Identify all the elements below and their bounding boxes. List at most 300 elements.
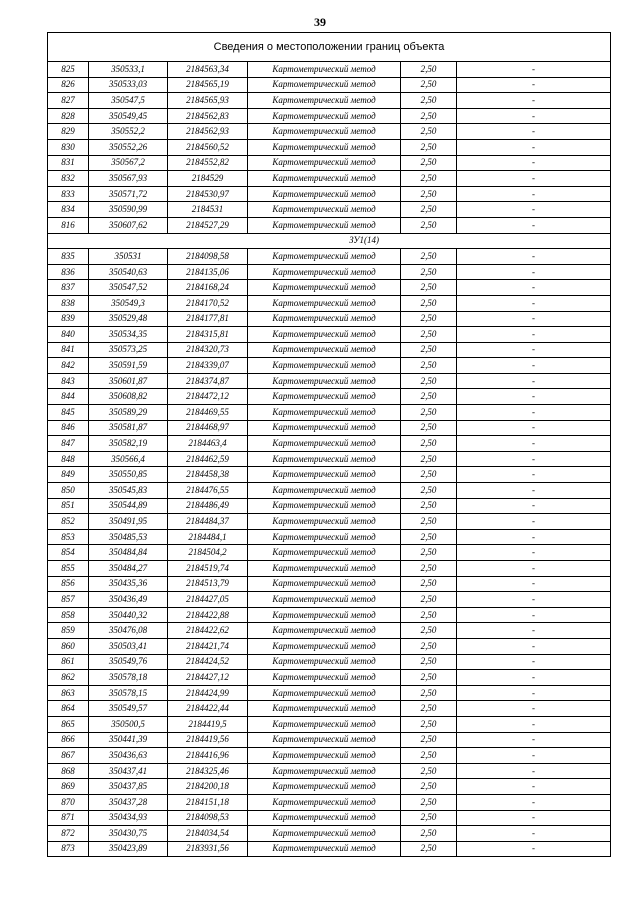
x-coordinate-cell: 350549,3 (89, 295, 168, 311)
method-cell: Картометрический метод (248, 607, 401, 623)
table-row (48, 779, 611, 795)
description-cell: - (457, 748, 611, 764)
description-cell: - (457, 685, 611, 701)
y-coordinate-cell: 2184098,53 (168, 810, 248, 826)
accuracy-cell: 2,50 (401, 638, 457, 654)
accuracy-cell: 2,50 (401, 561, 457, 577)
x-coordinate-cell: 350578,15 (89, 685, 168, 701)
y-coordinate-cell: 2184552,82 (168, 155, 248, 171)
method-cell: Картометрический метод (248, 467, 401, 483)
x-coordinate-cell: 350601,87 (89, 373, 168, 389)
table-row (48, 716, 611, 732)
table-row (48, 451, 611, 467)
description-cell: - (457, 327, 611, 343)
method-cell: Картометрический метод (248, 716, 401, 732)
table-row (48, 748, 611, 764)
y-coordinate-cell: 2184469,55 (168, 405, 248, 421)
y-coordinate-cell: 2184565,19 (168, 77, 248, 93)
x-coordinate-cell: 350544,89 (89, 498, 168, 514)
y-coordinate-cell: 2184034,54 (168, 826, 248, 842)
x-coordinate-cell: 350533,1 (89, 62, 168, 78)
description-cell: - (457, 732, 611, 748)
point-number-cell: 856 (48, 576, 89, 592)
y-coordinate-cell: 2184151,18 (168, 794, 248, 810)
description-cell: - (457, 358, 611, 374)
accuracy-cell: 2,50 (401, 139, 457, 155)
x-coordinate-cell: 350549,45 (89, 108, 168, 124)
accuracy-cell: 2,50 (401, 295, 457, 311)
table-row (48, 514, 611, 530)
y-coordinate-cell: 2184424,99 (168, 685, 248, 701)
y-coordinate-cell: 2184422,62 (168, 623, 248, 639)
table-body (48, 33, 611, 857)
description-cell: - (457, 93, 611, 109)
description-cell: - (457, 311, 611, 327)
method-cell: Картометрический метод (248, 264, 401, 280)
table-row (48, 358, 611, 374)
description-cell: - (457, 295, 611, 311)
point-number-cell: 838 (48, 295, 89, 311)
accuracy-cell: 2,50 (401, 716, 457, 732)
accuracy-cell: 2,50 (401, 607, 457, 623)
x-coordinate-cell: 350503,41 (89, 638, 168, 654)
description-cell: - (457, 701, 611, 717)
accuracy-cell: 2,50 (401, 670, 457, 686)
point-number-cell: 867 (48, 748, 89, 764)
y-coordinate-cell: 2184177,81 (168, 311, 248, 327)
accuracy-cell: 2,50 (401, 623, 457, 639)
x-coordinate-cell: 350571,72 (89, 186, 168, 202)
method-cell: Картометрический метод (248, 280, 401, 296)
accuracy-cell: 2,50 (401, 202, 457, 218)
accuracy-cell: 2,50 (401, 529, 457, 545)
point-number-cell: 863 (48, 685, 89, 701)
table-row (48, 670, 611, 686)
point-number-cell: 839 (48, 311, 89, 327)
accuracy-cell: 2,50 (401, 186, 457, 202)
y-coordinate-cell: 2184098,58 (168, 249, 248, 265)
y-coordinate-cell: 2184339,07 (168, 358, 248, 374)
x-coordinate-cell: 350534,35 (89, 327, 168, 343)
y-coordinate-cell: 2184135,06 (168, 264, 248, 280)
table-row (48, 592, 611, 608)
accuracy-cell: 2,50 (401, 108, 457, 124)
method-cell: Картометрический метод (248, 561, 401, 577)
table-title: Сведения о местоположении границ объекта (48, 33, 611, 62)
table-row (48, 685, 611, 701)
method-cell: Картометрический метод (248, 638, 401, 654)
table-row (48, 311, 611, 327)
table-row (48, 576, 611, 592)
accuracy-cell: 2,50 (401, 826, 457, 842)
description-cell: - (457, 467, 611, 483)
x-coordinate-cell: 350607,62 (89, 217, 168, 233)
point-number-cell: 816 (48, 217, 89, 233)
method-cell: Картометрический метод (248, 155, 401, 171)
point-number-cell: 847 (48, 436, 89, 452)
section-row (48, 233, 611, 249)
x-coordinate-cell: 350590,99 (89, 202, 168, 218)
description-cell: - (457, 623, 611, 639)
table-row (48, 280, 611, 296)
table-row (48, 794, 611, 810)
method-cell: Картометрический метод (248, 405, 401, 421)
y-coordinate-cell: 2184513,79 (168, 576, 248, 592)
method-cell: Картометрический метод (248, 124, 401, 140)
y-coordinate-cell: 2184484,37 (168, 514, 248, 530)
accuracy-cell: 2,50 (401, 592, 457, 608)
method-cell: Картометрический метод (248, 670, 401, 686)
table-row (48, 327, 611, 343)
description-cell: - (457, 451, 611, 467)
y-coordinate-cell: 2184484,1 (168, 529, 248, 545)
accuracy-cell: 2,50 (401, 498, 457, 514)
accuracy-cell: 2,50 (401, 280, 457, 296)
description-cell: - (457, 155, 611, 171)
accuracy-cell: 2,50 (401, 654, 457, 670)
description-cell: - (457, 654, 611, 670)
y-coordinate-cell: 2184504,2 (168, 545, 248, 561)
point-number-cell: 866 (48, 732, 89, 748)
description-cell: - (457, 561, 611, 577)
y-coordinate-cell: 2184424,52 (168, 654, 248, 670)
description-cell: - (457, 124, 611, 140)
description-cell: - (457, 514, 611, 530)
method-cell: Картометрический метод (248, 436, 401, 452)
y-coordinate-cell: 2184565,93 (168, 93, 248, 109)
table-row (48, 732, 611, 748)
y-coordinate-cell: 2184563,34 (168, 62, 248, 78)
description-cell: - (457, 389, 611, 405)
x-coordinate-cell: 350591,59 (89, 358, 168, 374)
description-cell: - (457, 186, 611, 202)
x-coordinate-cell: 350549,76 (89, 654, 168, 670)
x-coordinate-cell: 350529,48 (89, 311, 168, 327)
description-cell: - (457, 545, 611, 561)
y-coordinate-cell: 2184472,12 (168, 389, 248, 405)
table-row (48, 124, 611, 140)
x-coordinate-cell: 350581,87 (89, 420, 168, 436)
accuracy-cell: 2,50 (401, 93, 457, 109)
accuracy-cell: 2,50 (401, 810, 457, 826)
table-row (48, 186, 611, 202)
table-row (48, 483, 611, 499)
point-number-cell: 858 (48, 607, 89, 623)
table-row (48, 249, 611, 265)
accuracy-cell: 2,50 (401, 483, 457, 499)
point-number-cell: 852 (48, 514, 89, 530)
accuracy-cell: 2,50 (401, 311, 457, 327)
point-number-cell: 861 (48, 654, 89, 670)
description-cell: - (457, 342, 611, 358)
accuracy-cell: 2,50 (401, 420, 457, 436)
description-cell: - (457, 139, 611, 155)
table-row (48, 342, 611, 358)
y-coordinate-cell: 2184560,52 (168, 139, 248, 155)
x-coordinate-cell: 350437,41 (89, 763, 168, 779)
table-row (48, 467, 611, 483)
x-coordinate-cell: 350476,08 (89, 623, 168, 639)
x-coordinate-cell: 350437,85 (89, 779, 168, 795)
accuracy-cell: 2,50 (401, 62, 457, 78)
point-number-cell: 837 (48, 280, 89, 296)
table-row (48, 389, 611, 405)
accuracy-cell: 2,50 (401, 436, 457, 452)
description-cell: - (457, 280, 611, 296)
table-row (48, 529, 611, 545)
point-number-cell: 851 (48, 498, 89, 514)
description-cell: - (457, 405, 611, 421)
point-number-cell: 869 (48, 779, 89, 795)
point-number-cell: 865 (48, 716, 89, 732)
method-cell: Картометрический метод (248, 732, 401, 748)
method-cell: Картометрический метод (248, 311, 401, 327)
accuracy-cell: 2,50 (401, 514, 457, 530)
x-coordinate-cell: 350423,89 (89, 841, 168, 857)
point-number-cell: 844 (48, 389, 89, 405)
description-cell: - (457, 592, 611, 608)
point-number-cell: 845 (48, 405, 89, 421)
description-cell: - (457, 810, 611, 826)
x-coordinate-cell: 350549,57 (89, 701, 168, 717)
accuracy-cell: 2,50 (401, 794, 457, 810)
x-coordinate-cell: 350589,29 (89, 405, 168, 421)
accuracy-cell: 2,50 (401, 779, 457, 795)
method-cell: Картометрический метод (248, 685, 401, 701)
description-cell: - (457, 62, 611, 78)
method-cell: Картометрический метод (248, 139, 401, 155)
table-row (48, 62, 611, 78)
method-cell: Картометрический метод (248, 654, 401, 670)
y-coordinate-cell: 2184421,74 (168, 638, 248, 654)
method-cell: Картометрический метод (248, 841, 401, 857)
y-coordinate-cell: 2184419,5 (168, 716, 248, 732)
table-row (48, 607, 611, 623)
y-coordinate-cell: 2184422,88 (168, 607, 248, 623)
x-coordinate-cell: 350500,5 (89, 716, 168, 732)
accuracy-cell: 2,50 (401, 358, 457, 374)
description-cell: - (457, 779, 611, 795)
accuracy-cell: 2,50 (401, 389, 457, 405)
y-coordinate-cell: 2184562,93 (168, 124, 248, 140)
table-row (48, 436, 611, 452)
method-cell: Картометрический метод (248, 202, 401, 218)
point-number-cell: 833 (48, 186, 89, 202)
section-label: ЗУ1(14) (48, 233, 611, 249)
y-coordinate-cell: 2184486,49 (168, 498, 248, 514)
accuracy-cell: 2,50 (401, 77, 457, 93)
accuracy-cell: 2,50 (401, 841, 457, 857)
point-number-cell: 864 (48, 701, 89, 717)
table-row (48, 93, 611, 109)
table-row (48, 810, 611, 826)
method-cell: Картометрический метод (248, 529, 401, 545)
table-row (48, 498, 611, 514)
description-cell: - (457, 249, 611, 265)
y-coordinate-cell: 2184170,52 (168, 295, 248, 311)
method-cell: Картометрический метод (248, 592, 401, 608)
point-number-cell: 857 (48, 592, 89, 608)
x-coordinate-cell: 350484,84 (89, 545, 168, 561)
point-number-cell: 827 (48, 93, 89, 109)
description-cell: - (457, 576, 611, 592)
table-row (48, 405, 611, 421)
table-row (48, 217, 611, 233)
point-number-cell: 853 (48, 529, 89, 545)
point-number-cell: 825 (48, 62, 89, 78)
x-coordinate-cell: 350552,26 (89, 139, 168, 155)
method-cell: Картометрический метод (248, 779, 401, 795)
accuracy-cell: 2,50 (401, 373, 457, 389)
x-coordinate-cell: 350484,27 (89, 561, 168, 577)
description-cell: - (457, 638, 611, 654)
y-coordinate-cell: 2184468,97 (168, 420, 248, 436)
point-number-cell: 834 (48, 202, 89, 218)
description-cell: - (457, 483, 611, 499)
accuracy-cell: 2,50 (401, 124, 457, 140)
y-coordinate-cell: 2184562,83 (168, 108, 248, 124)
accuracy-cell: 2,50 (401, 342, 457, 358)
method-cell: Картометрический метод (248, 93, 401, 109)
method-cell: Картометрический метод (248, 451, 401, 467)
description-cell: - (457, 217, 611, 233)
description-cell: - (457, 826, 611, 842)
x-coordinate-cell: 350533,03 (89, 77, 168, 93)
point-number-cell: 868 (48, 763, 89, 779)
point-number-cell: 854 (48, 545, 89, 561)
method-cell: Картометрический метод (248, 108, 401, 124)
y-coordinate-cell: 2184519,74 (168, 561, 248, 577)
point-number-cell: 828 (48, 108, 89, 124)
x-coordinate-cell: 350552,2 (89, 124, 168, 140)
method-cell: Картометрический метод (248, 498, 401, 514)
x-coordinate-cell: 350436,63 (89, 748, 168, 764)
boundary-table (47, 32, 611, 857)
description-cell: - (457, 420, 611, 436)
description-cell: - (457, 373, 611, 389)
point-number-cell: 830 (48, 139, 89, 155)
point-number-cell: 832 (48, 171, 89, 187)
accuracy-cell: 2,50 (401, 327, 457, 343)
description-cell: - (457, 202, 611, 218)
x-coordinate-cell: 350531 (89, 249, 168, 265)
point-number-cell: 850 (48, 483, 89, 499)
x-coordinate-cell: 350608,82 (89, 389, 168, 405)
method-cell: Картометрический метод (248, 171, 401, 187)
method-cell: Картометрический метод (248, 701, 401, 717)
description-cell: - (457, 763, 611, 779)
description-cell: - (457, 529, 611, 545)
y-coordinate-cell: 2184374,87 (168, 373, 248, 389)
y-coordinate-cell: 2184325,46 (168, 763, 248, 779)
table-row (48, 654, 611, 670)
x-coordinate-cell: 350547,5 (89, 93, 168, 109)
method-cell: Картометрический метод (248, 514, 401, 530)
method-cell: Картометрический метод (248, 420, 401, 436)
description-cell: - (457, 498, 611, 514)
method-cell: Картометрический метод (248, 576, 401, 592)
accuracy-cell: 2,50 (401, 748, 457, 764)
y-coordinate-cell: 2184463,4 (168, 436, 248, 452)
description-cell: - (457, 607, 611, 623)
accuracy-cell: 2,50 (401, 405, 457, 421)
table-row (48, 623, 611, 639)
x-coordinate-cell: 350430,75 (89, 826, 168, 842)
x-coordinate-cell: 350550,85 (89, 467, 168, 483)
description-cell: - (457, 264, 611, 280)
description-cell: - (457, 436, 611, 452)
accuracy-cell: 2,50 (401, 451, 457, 467)
x-coordinate-cell: 350434,93 (89, 810, 168, 826)
point-number-cell: 860 (48, 638, 89, 654)
x-coordinate-cell: 350547,52 (89, 280, 168, 296)
description-cell: - (457, 841, 611, 857)
table-row (48, 763, 611, 779)
y-coordinate-cell: 2184527,29 (168, 217, 248, 233)
point-number-cell: 826 (48, 77, 89, 93)
y-coordinate-cell: 2184416,96 (168, 748, 248, 764)
table-row (48, 264, 611, 280)
table-row (48, 373, 611, 389)
point-number-cell: 855 (48, 561, 89, 577)
x-coordinate-cell: 350540,63 (89, 264, 168, 280)
point-number-cell: 872 (48, 826, 89, 842)
table-title-row (48, 33, 611, 62)
point-number-cell: 841 (48, 342, 89, 358)
method-cell: Картометрический метод (248, 748, 401, 764)
method-cell: Картометрический метод (248, 763, 401, 779)
y-coordinate-cell: 2184427,05 (168, 592, 248, 608)
method-cell: Картометрический метод (248, 794, 401, 810)
point-number-cell: 840 (48, 327, 89, 343)
description-cell: - (457, 716, 611, 732)
point-number-cell: 862 (48, 670, 89, 686)
point-number-cell: 870 (48, 794, 89, 810)
y-coordinate-cell: 2184476,55 (168, 483, 248, 499)
table-row (48, 841, 611, 857)
accuracy-cell: 2,50 (401, 155, 457, 171)
method-cell: Картометрический метод (248, 826, 401, 842)
x-coordinate-cell: 350567,93 (89, 171, 168, 187)
point-number-cell: 859 (48, 623, 89, 639)
table-row (48, 77, 611, 93)
x-coordinate-cell: 350437,28 (89, 794, 168, 810)
x-coordinate-cell: 350567,2 (89, 155, 168, 171)
accuracy-cell: 2,50 (401, 171, 457, 187)
description-cell: - (457, 794, 611, 810)
y-coordinate-cell: 2184529 (168, 171, 248, 187)
method-cell: Картометрический метод (248, 358, 401, 374)
y-coordinate-cell: 2184320,73 (168, 342, 248, 358)
accuracy-cell: 2,50 (401, 763, 457, 779)
y-coordinate-cell: 2183931,56 (168, 841, 248, 857)
point-number-cell: 846 (48, 420, 89, 436)
y-coordinate-cell: 2184419,56 (168, 732, 248, 748)
table-row (48, 638, 611, 654)
x-coordinate-cell: 350578,18 (89, 670, 168, 686)
table-row (48, 155, 611, 171)
point-number-cell: 843 (48, 373, 89, 389)
table-row (48, 701, 611, 717)
point-number-cell: 848 (48, 451, 89, 467)
y-coordinate-cell: 2184458,38 (168, 467, 248, 483)
y-coordinate-cell: 2184462,59 (168, 451, 248, 467)
method-cell: Картометрический метод (248, 623, 401, 639)
point-number-cell: 849 (48, 467, 89, 483)
table-row (48, 139, 611, 155)
description-cell: - (457, 77, 611, 93)
accuracy-cell: 2,50 (401, 249, 457, 265)
